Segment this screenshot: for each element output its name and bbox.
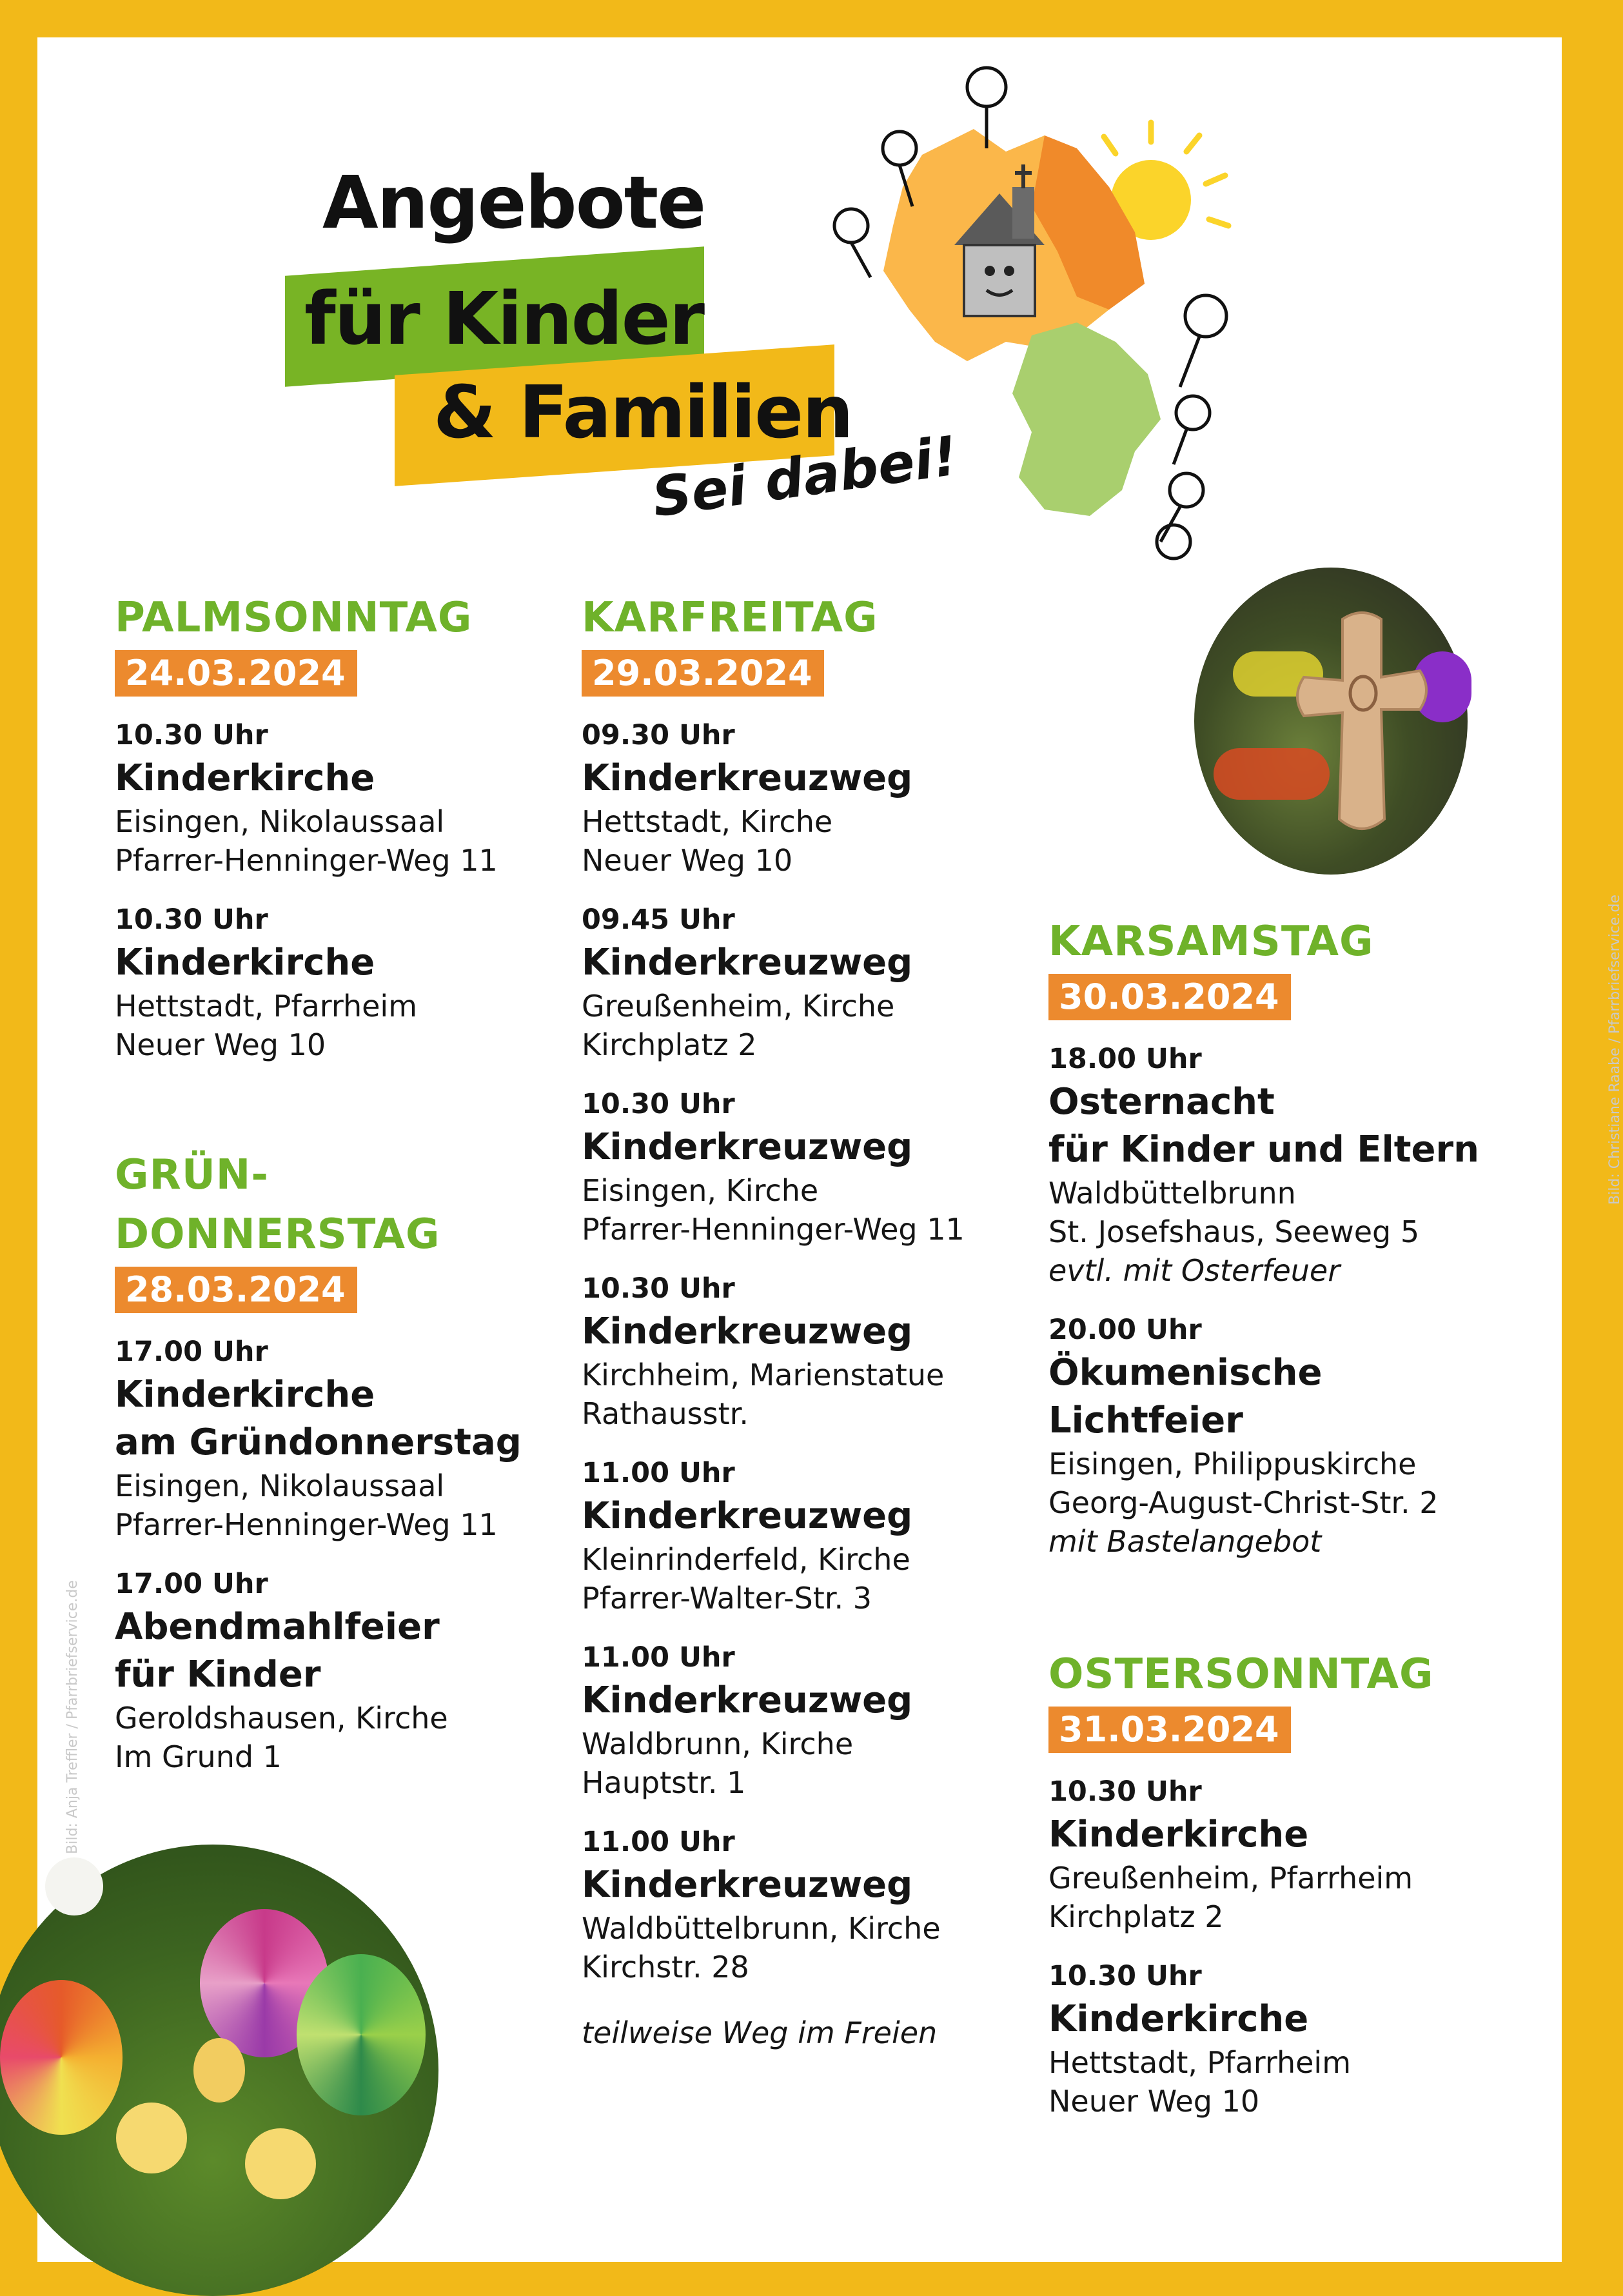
event-name: Kinderkreuzweg — [582, 1679, 913, 1721]
event-address: Kirchplatz 2 — [1048, 1899, 1224, 1934]
event-name: Kinderkreuzweg — [582, 1864, 913, 1906]
date-badge: 30.03.2024 — [1048, 974, 1291, 1020]
crocus-flower-2 — [245, 2128, 316, 2199]
event-address: Hauptstr. 1 — [582, 1765, 746, 1800]
easter-egg-orange — [0, 1980, 123, 2135]
block-karsamstag — [1048, 912, 1500, 1561]
block-palmsonntag — [115, 588, 566, 1064]
white-flower — [45, 1857, 103, 1915]
event-item — [582, 1638, 1033, 1802]
event-name-line-2: für Kinder — [115, 1654, 321, 1696]
event-item — [1048, 1957, 1500, 2121]
day-heading-line-2: DONNERSTAG — [115, 1211, 440, 1258]
block-karfreitag — [582, 588, 1033, 2052]
block-ostersonntag — [1048, 1645, 1500, 2121]
date-badge: 29.03.2024 — [582, 650, 824, 697]
column-1 — [115, 588, 566, 1776]
event-item — [582, 716, 1033, 880]
event-time: 18.00 Uhr — [1048, 1043, 1202, 1075]
event-location: Waldbüttelbrunn — [1048, 1176, 1296, 1211]
event-note: mit Bastelangebot — [1048, 1524, 1322, 1559]
event-time: 10.30 Uhr — [582, 1272, 735, 1305]
event-location: Eisingen, Kirche — [582, 1173, 819, 1208]
event-name-line-1: Osternacht — [1048, 1081, 1275, 1123]
day-heading: OSTERSONNTAG — [1048, 1650, 1434, 1698]
day-heading: PALMSONNTAG — [115, 594, 473, 642]
event-name: Kinderkirche — [1048, 1998, 1309, 2040]
event-address: Neuer Weg 10 — [582, 843, 793, 878]
date-badge: 28.03.2024 — [115, 1267, 357, 1313]
event-name: Kinderkreuzweg — [582, 757, 913, 799]
event-address: Neuer Weg 10 — [115, 1027, 326, 1062]
column-3 — [1048, 912, 1500, 2121]
event-name-line-2: am Gründonnerstag — [115, 1421, 522, 1463]
event-name: Kinderkreuzweg — [582, 1495, 913, 1537]
event-time: 10.30 Uhr — [582, 1088, 735, 1120]
event-location: Hettstadt, Kirche — [582, 804, 833, 839]
event-name: Kinderkreuzweg — [582, 1311, 913, 1352]
event-name: Kinderkreuzweg — [582, 942, 913, 984]
day-heading-line-1: GRÜN- — [115, 1151, 269, 1199]
event-time: 10.30 Uhr — [115, 719, 268, 751]
event-location: Hettstadt, Pfarrheim — [1048, 2045, 1352, 2080]
event-item — [1048, 1040, 1500, 1290]
event-address: Pfarrer-Henninger-Weg 11 — [582, 1212, 965, 1247]
event-name: Kinderkirche — [115, 942, 375, 984]
event-location: Geroldshausen, Kirche — [115, 1701, 448, 1736]
event-location: Waldbüttelbrunn, Kirche — [582, 1911, 941, 1946]
event-note: evtl. mit Osterfeuer — [1048, 1253, 1341, 1288]
day-heading: KARFREITAG — [582, 594, 878, 642]
tagline: Sei dabei! — [648, 424, 962, 529]
photo-wooden-cross — [1194, 568, 1468, 875]
event-name-line-2: für Kinder und Eltern — [1048, 1129, 1479, 1171]
event-location: Hettstadt, Pfarrheim — [115, 989, 418, 1024]
event-item — [115, 716, 566, 880]
event-name: Kinderkreuzweg — [582, 1126, 913, 1168]
event-address: Neuer Weg 10 — [1048, 2084, 1260, 2119]
event-time: 10.30 Uhr — [1048, 1776, 1202, 1808]
crocus-flower-1 — [116, 2103, 187, 2173]
date-badge: 31.03.2024 — [1048, 1707, 1291, 1753]
event-address: Rathausstr. — [582, 1396, 749, 1431]
event-location: Greußenheim, Pfarrheim — [1048, 1861, 1413, 1895]
event-time: 09.45 Uhr — [582, 904, 735, 936]
event-item — [582, 1454, 1033, 1618]
event-time: 11.00 Uhr — [582, 1457, 735, 1489]
block-gruendonnerstag — [115, 1145, 566, 1776]
wooden-cross-icon — [1291, 606, 1433, 838]
easter-egg-green — [297, 1954, 426, 2115]
event-time: 09.30 Uhr — [582, 719, 735, 751]
event-location: Kleinrinderfeld, Kirche — [582, 1542, 910, 1577]
event-location: Waldbrunn, Kirche — [582, 1727, 854, 1761]
event-time: 11.00 Uhr — [582, 1641, 735, 1674]
event-item — [115, 1565, 566, 1776]
event-time: 17.00 Uhr — [115, 1336, 268, 1368]
event-item — [582, 1823, 1033, 1986]
event-address: Kirchplatz 2 — [582, 1027, 757, 1062]
event-address: Pfarrer-Walter-Str. 3 — [582, 1581, 872, 1616]
event-address: St. Josefshaus, Seeweg 5 — [1048, 1214, 1420, 1249]
title-line-2: für Kinder — [304, 277, 703, 361]
event-location: Eisingen, Nikolaussaal — [115, 1469, 445, 1503]
event-name-line-1: Abendmahlfeier — [115, 1606, 440, 1648]
event-item — [115, 900, 566, 1064]
column-2 — [582, 588, 1033, 2052]
event-address: Im Grund 1 — [115, 1739, 282, 1774]
event-location: Eisingen, Philippuskirche — [1048, 1447, 1417, 1481]
photo-credit-left: Bild: Anja Treffler / Pfarrbriefservice.de — [64, 1580, 81, 1854]
event-item — [1048, 1772, 1500, 1936]
event-address: Kirchstr. 28 — [582, 1950, 749, 1984]
event-address: Pfarrer-Henninger-Weg 11 — [115, 1507, 498, 1542]
parish-logo-illustration — [774, 39, 1277, 580]
event-item — [582, 1269, 1033, 1433]
event-address: Pfarrer-Henninger-Weg 11 — [115, 843, 498, 878]
title-line-3: & Familien — [433, 371, 852, 455]
event-time: 10.30 Uhr — [115, 904, 268, 936]
photo-easter-eggs — [0, 1845, 438, 2296]
event-time: 11.00 Uhr — [582, 1826, 735, 1858]
event-note: teilweise Weg im Freien — [582, 2015, 938, 2050]
event-name-line-1: Kinderkirche — [115, 1374, 375, 1416]
event-item — [115, 1332, 566, 1544]
event-location: Eisingen, Nikolaussaal — [115, 804, 445, 839]
event-name: Kinderkirche — [1048, 1814, 1309, 1856]
event-time: 10.30 Uhr — [1048, 1960, 1202, 1992]
title-line-1: Angebote — [322, 161, 705, 245]
event-item — [582, 1085, 1033, 1249]
event-name: Kinderkirche — [115, 757, 375, 799]
event-item — [582, 900, 1033, 1064]
event-time: 20.00 Uhr — [1048, 1314, 1202, 1346]
event-name: Ökumenische Lichtfeier — [1048, 1352, 1323, 1441]
event-location: Kirchheim, Marienstatue — [582, 1358, 945, 1392]
event-item — [1048, 1311, 1500, 1561]
day-heading: KARSAMSTAG — [1048, 918, 1374, 965]
photo-credit-right: Bild: Christiane Raabe / Pfarrbriefservice.de — [1606, 895, 1623, 1205]
event-address: Georg-August-Christ-Str. 2 — [1048, 1485, 1439, 1520]
date-badge: 24.03.2024 — [115, 650, 357, 697]
event-location: Greußenheim, Kirche — [582, 989, 895, 1024]
crocus-flower-3 — [193, 2038, 245, 2103]
event-time: 17.00 Uhr — [115, 1568, 268, 1600]
